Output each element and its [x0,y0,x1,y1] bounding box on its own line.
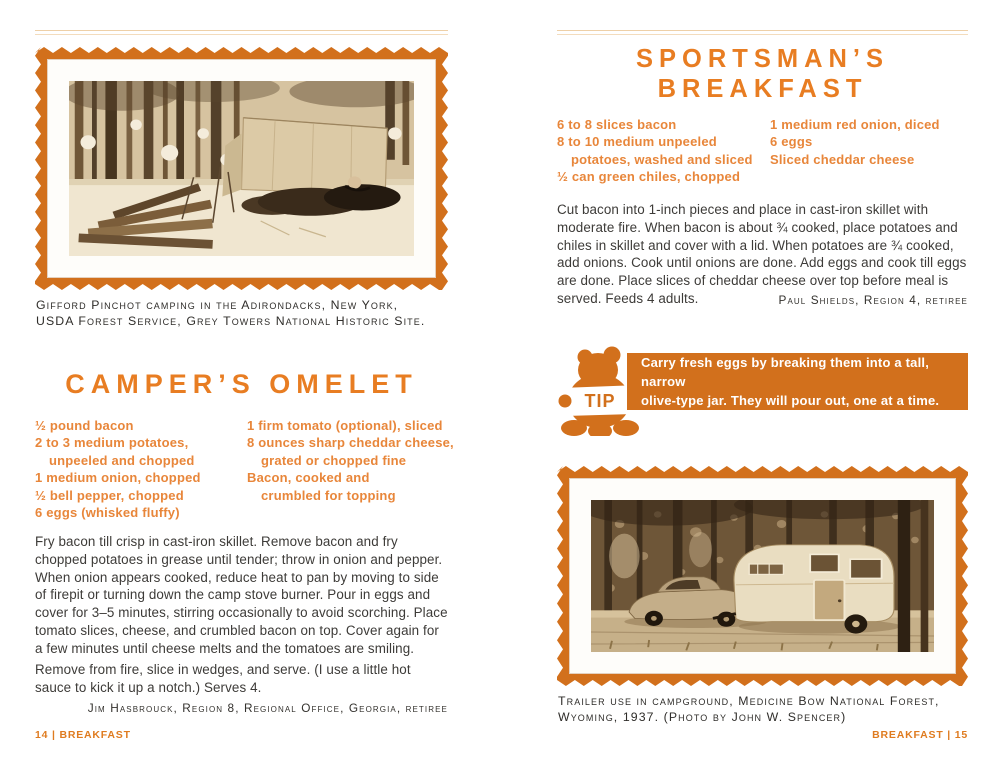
instructions-paragraph: Remove from fire, slice in wedges, and serve. (I use a little hot sauce to kick it up a notch.) Serves 4. [35,662,411,695]
ingredient-line: potatoes, washed and sliced [571,151,753,167]
tip-label: TIP [584,391,616,411]
ingredient-line: Sliced cheddar cheese [770,151,915,167]
ingredients-column-1 [35,417,240,521]
top-rule [35,30,448,35]
folio-right: BREAKFAST | 15 [872,729,968,741]
title-line: SPORTSMAN’S [635,45,890,73]
ingredient-line: grated or chopped fine [261,452,407,468]
ingredient-line: Bacon, cooked and [247,470,370,486]
instructions-paragraph: Fry bacon till crisp in cast-iron skillet. Remove bacon and fry chopped potatoes in grease until tender; throw in onion and pepper. When onion appears cooked, reduce heat to pan by moving to side of firepit or turning down the camp stove burner. Pour in eggs and cover for 3–5 minutes, stirring occasionally to avoid scorching. Place tomato slices, cheese, and crumbled bacon on top. Cover again for a few minutes until cheese melts and the tomatoes are smiling. [35,534,448,656]
tip-text [641,353,954,410]
photo-caption [558,694,963,725]
ingredient-line: 1 medium red onion, diced [770,117,940,132]
ingredient-line: 1 firm tomato (optional), sliced [247,418,443,433]
camp-photo-illustration [69,81,414,256]
top-rule [557,30,968,35]
ingredient-line: crumbled for topping [261,487,396,503]
tip-text-line: olive-type jar. They will pour out, one at a time. [641,393,940,408]
attribution: Jim Hasbrouck, Region 8, Regional Office, Georgia, retiree [87,701,448,715]
caption-line: Gifford Pinchot camping in the Adirondacks, New York, [36,298,399,312]
ingredient-line: 6 to 8 slices bacon [557,117,677,132]
ingredient-line: ½ can green chiles, chopped [557,169,741,185]
caption-line: USDA Forest Service, Grey Towers National Historic Site. [36,313,426,328]
ingredient-line: 6 eggs [770,134,813,150]
tip-callout [557,344,968,438]
title-line: BREAKFAST [657,75,868,103]
ingredients-column-2 [770,116,968,168]
tip-box [627,353,968,410]
tip-text-line: Carry fresh eggs by breaking them into a tall, narrow [641,355,930,389]
ingredients-column-1 [557,116,767,186]
photo-mat [47,59,436,278]
folio-left: 14 | BREAKFAST [35,729,131,741]
ingredient-line: 6 eggs (whisked fluffy) [35,505,180,521]
caption-line: Trailer use in campground, Medicine Bow National Forest, [558,694,940,708]
ingredient-line: 8 to 10 medium unpeeled [557,134,717,150]
photo-frame-trailer [557,466,968,686]
caption-line: Wyoming, 1937. (Photo by John W. Spencer) [558,709,847,724]
trailer-photo-svg [591,500,934,652]
ingredient-line: unpeeled and chopped [49,452,195,468]
photo-mat [569,478,956,674]
photo-frame-camp [35,47,448,290]
trailer-photo-illustration [591,500,934,652]
recipe-title-campers-omelet: CAMPER’S OMELET [65,369,418,399]
recipe-title-sportsmans-breakfast [557,44,968,104]
photo-caption [36,298,441,329]
page-right [557,0,968,773]
camp-photo-svg [69,81,414,256]
page-left [35,0,454,773]
ingredient-line: ½ pound bacon [35,418,134,433]
ingredient-line: 1 medium onion, chopped [35,470,201,486]
ingredient-line: 8 ounces sharp cheddar cheese, [247,435,454,451]
attribution: Paul Shields, Region 4, retiree [778,293,968,307]
ingredient-line: 2 to 3 medium potatoes, [35,435,189,451]
ingredient-line: ½ bell pepper, chopped [35,487,184,503]
instructions-paragraph: Cut bacon into 1-inch pieces and place in cast-iron skillet with moderate fire. When bacon is about ¾ cooked, place potatoes and chiles in skillet and cover with a lid. When potatoes are ¾ cooked, add onions. Cook until onions are done. Add eggs and cook till eggs are done. Place slices of cheddar cheese over top before meal is served. Feeds 4 adults. [557,202,967,306]
ingredients-column-2 [247,417,454,504]
